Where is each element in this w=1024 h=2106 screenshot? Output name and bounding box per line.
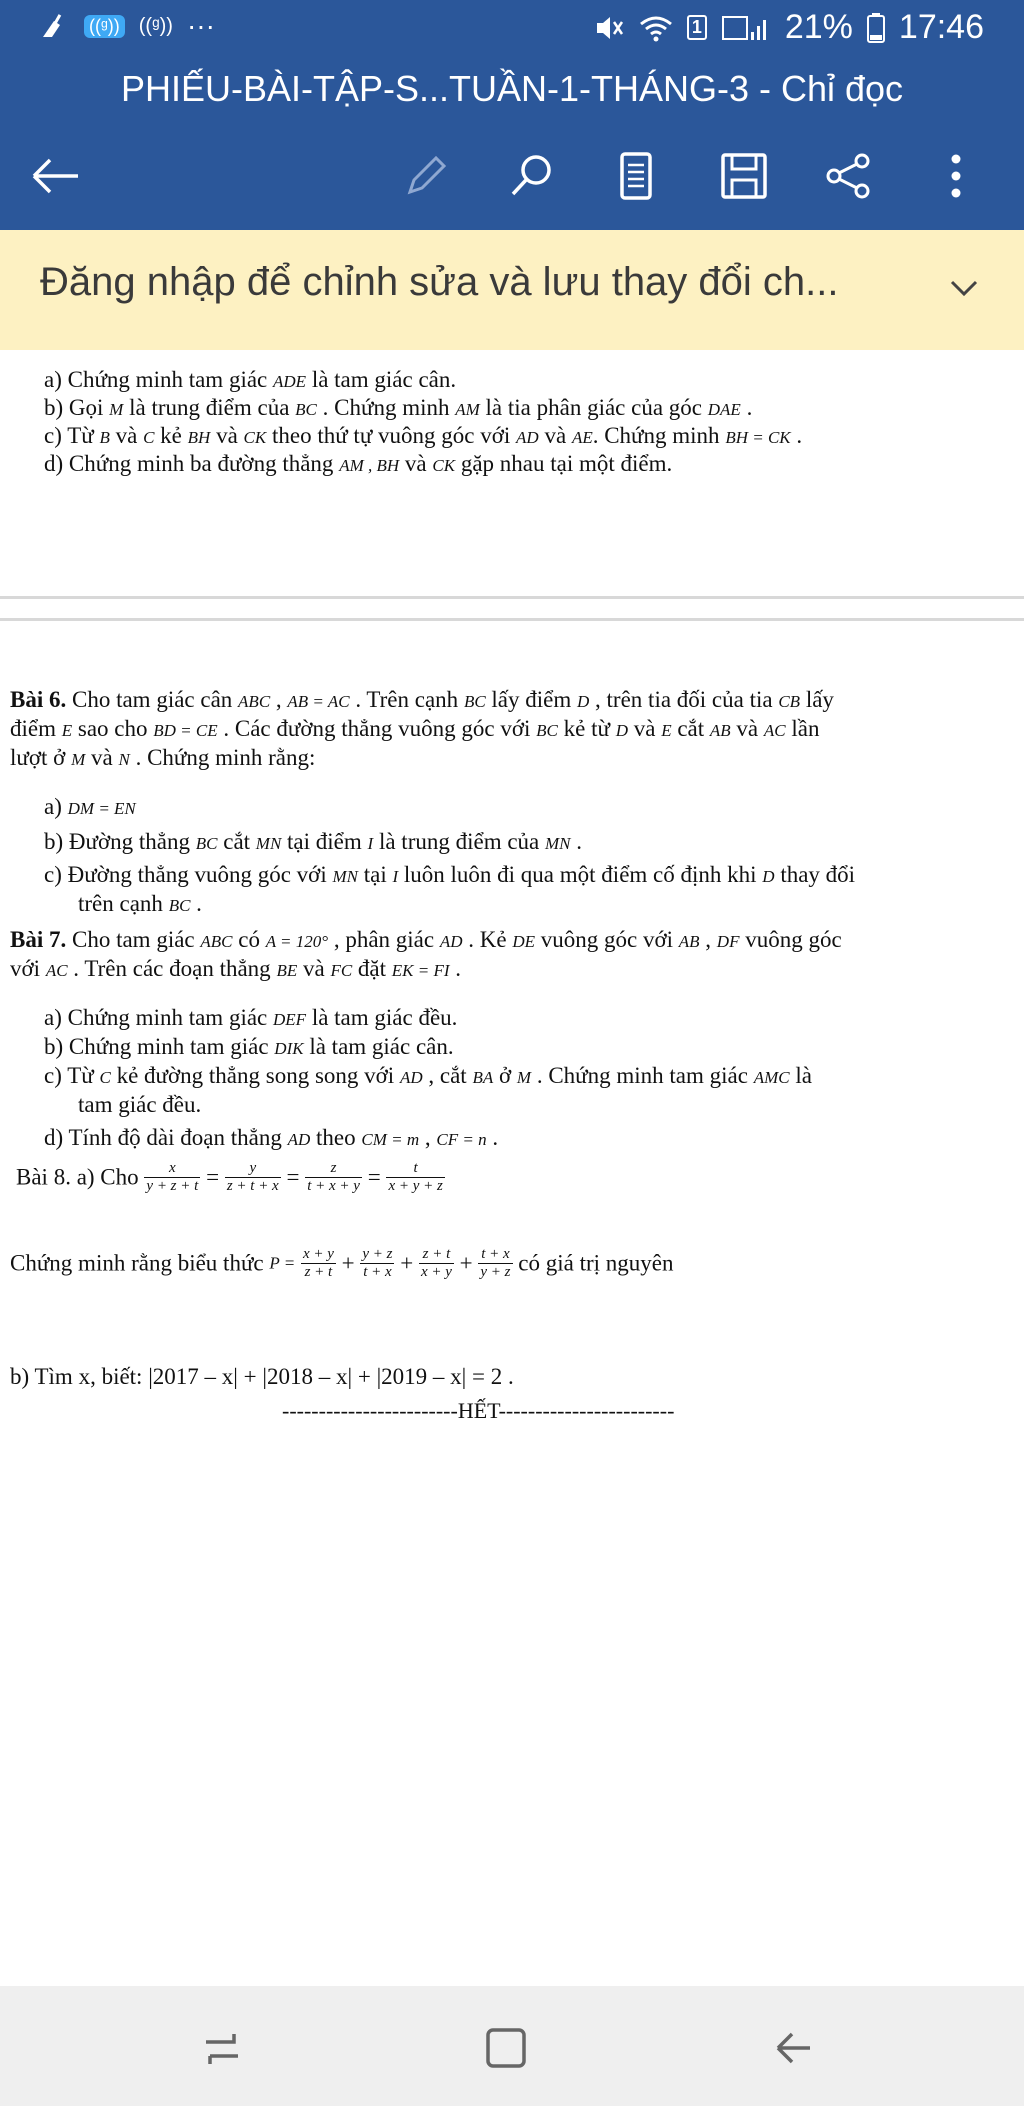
bai7-line-1: Bài 7. Cho tam giác ABC có A = 120° , phân giác AD . Kẻ DE vuông góc với AB , DF vuông góc xyxy=(10,927,842,952)
top-item-c: c) Từ B và C kẻ BH và CK theo thứ tự vuông góc với AD và AE. Chứng minh BH = CK . xyxy=(44,423,803,448)
bai6-line-1: Bài 6. Cho tam giác cân ABC , AB = AC . Trên cạnh BC lấy điểm D , trên tia đối của tia CB lấy xyxy=(10,687,834,712)
fraction: $\frac{y}{z + t + x}$ xyxy=(226,1160,279,1194)
bai7-item-d: d) Tính độ dài đoạn thẳng AD theo CM = m , CF = n . xyxy=(44,1125,499,1150)
volte-icon: ((ᵍ)) xyxy=(138,14,173,37)
status-left xyxy=(40,10,215,42)
wifi-icon xyxy=(639,14,673,42)
back-arrow-icon[interactable] xyxy=(28,148,84,204)
mute-icon xyxy=(595,14,625,42)
page-break-top xyxy=(0,596,1024,599)
battery-icon xyxy=(867,13,885,43)
bai6-item-b: b) Đường thẳng BC cắt MN tại điểm I là trung điểm của MN . xyxy=(44,829,583,854)
fraction: $\frac{t + x}{y + z}$ xyxy=(480,1246,511,1280)
banner-text: Đăng nhập để chỉnh sửa và lưu thay đổi ch... xyxy=(40,260,839,304)
clock: 17:46 xyxy=(898,8,984,46)
bai6-line-3: lượt ở M và N . Chứng minh rằng: xyxy=(10,745,316,770)
top-item-d: d) Chứng minh ba đường thẳng AM , BH và CK gặp nhau tại một điểm. xyxy=(44,451,673,476)
nav-bar xyxy=(0,1986,1024,2106)
bai8-prove: Chứng minh rằng biểu thức P = $\frac{x + y}{z + t}$ + $\frac{y + z}{t + x}$ + $\frac{z + t}{x + y}$ + $\frac{t + x}{y + z}$ có giá trị nguyên xyxy=(10,1246,674,1280)
save-icon[interactable] xyxy=(716,148,772,204)
status-right xyxy=(595,8,984,47)
sign-in-banner[interactable] xyxy=(0,230,1024,350)
top-item-b: b) Gọi M là trung điểm của BC . Chứng minh AM là tia phân giác của góc DAE . xyxy=(44,395,753,420)
bai6-item-c-cont: trên cạnh BC . xyxy=(78,891,202,916)
end-marker: ------------------------HẾT------------------------ xyxy=(282,1398,675,1423)
page-break-bottom xyxy=(0,618,1024,621)
toolbar xyxy=(0,122,1024,230)
battery-percent: 21% xyxy=(784,8,853,46)
bai7-item-c: c) Từ C kẻ đường thẳng song song với AD , cắt BA ở M . Chứng minh tam giác AMC là xyxy=(44,1063,812,1088)
bai6-line-2: điểm E sao cho BD = CE . Các đường thẳng vuông góc với BC kẻ từ D và E cắt AB và AC lần xyxy=(10,716,820,741)
edit-pencil-icon[interactable] xyxy=(398,148,454,204)
bai7-item-c-cont: tam giác đều. xyxy=(78,1092,202,1117)
sim-badge-icon: 1 xyxy=(687,15,707,40)
reading-view-icon[interactable] xyxy=(608,148,664,204)
home-icon[interactable] xyxy=(478,2020,534,2076)
bai7-line-2: với AC . Trên các đoạn thẳng BE và FC đặt EK = FI . xyxy=(10,956,462,981)
signal-icon xyxy=(721,14,771,42)
bai8-part-b: b) Tìm x, biết: |2017 – x| + |2018 – x| + |2019 – x| = 2 . xyxy=(10,1364,514,1389)
more-options-icon[interactable] xyxy=(928,148,984,204)
bai8-part-a: Bài 8. a) Cho $\frac{x}{y + z + t}$ = $\frac{y}{z + t + x}$ = $\frac{z}{t + x + y}$ = $\frac{t}{x + y + z}$ xyxy=(16,1160,443,1194)
fraction: $\frac{z}{t + x + y}$ xyxy=(307,1160,360,1194)
top-item-a: a) Chứng minh tam giác ADE là tam giác cân. xyxy=(44,367,457,392)
status-bar xyxy=(0,0,1024,62)
chevron-down-icon[interactable] xyxy=(944,268,984,308)
fraction: $\frac{t}{x + y + z}$ xyxy=(388,1160,443,1194)
bai6-item-c: c) Đường thẳng vuông góc với MN tại I luôn luôn đi qua một điểm cố định khi D thay đổi xyxy=(44,862,856,887)
fraction: $\frac{x}{y + z + t}$ xyxy=(146,1160,199,1194)
clean-icon xyxy=(40,11,70,41)
share-icon[interactable] xyxy=(820,148,876,204)
document-title: PHIẾU-BÀI-TẬP-S...TUẦN-1-THÁNG-3 - Chỉ đọc xyxy=(0,62,1024,122)
bai6-item-a: a) DM = EN xyxy=(44,794,136,819)
search-icon[interactable] xyxy=(504,148,560,204)
more-icon: ··· xyxy=(186,10,215,41)
fraction: $\frac{y + z}{t + x}$ xyxy=(362,1246,393,1280)
fraction: $\frac{z + t}{x + y}$ xyxy=(420,1246,452,1280)
bai7-item-b: b) Chứng minh tam giác DIK là tam giác cân. xyxy=(44,1034,454,1059)
wifi-calling-icon: ((ᵍ)) xyxy=(84,15,125,38)
recent-apps-icon[interactable] xyxy=(194,2020,250,2076)
fraction: $\frac{x + y}{z + t}$ xyxy=(302,1246,334,1280)
back-icon[interactable] xyxy=(766,2020,822,2076)
bai7-item-a: a) Chứng minh tam giác DEF là tam giác đều. xyxy=(44,1005,458,1030)
